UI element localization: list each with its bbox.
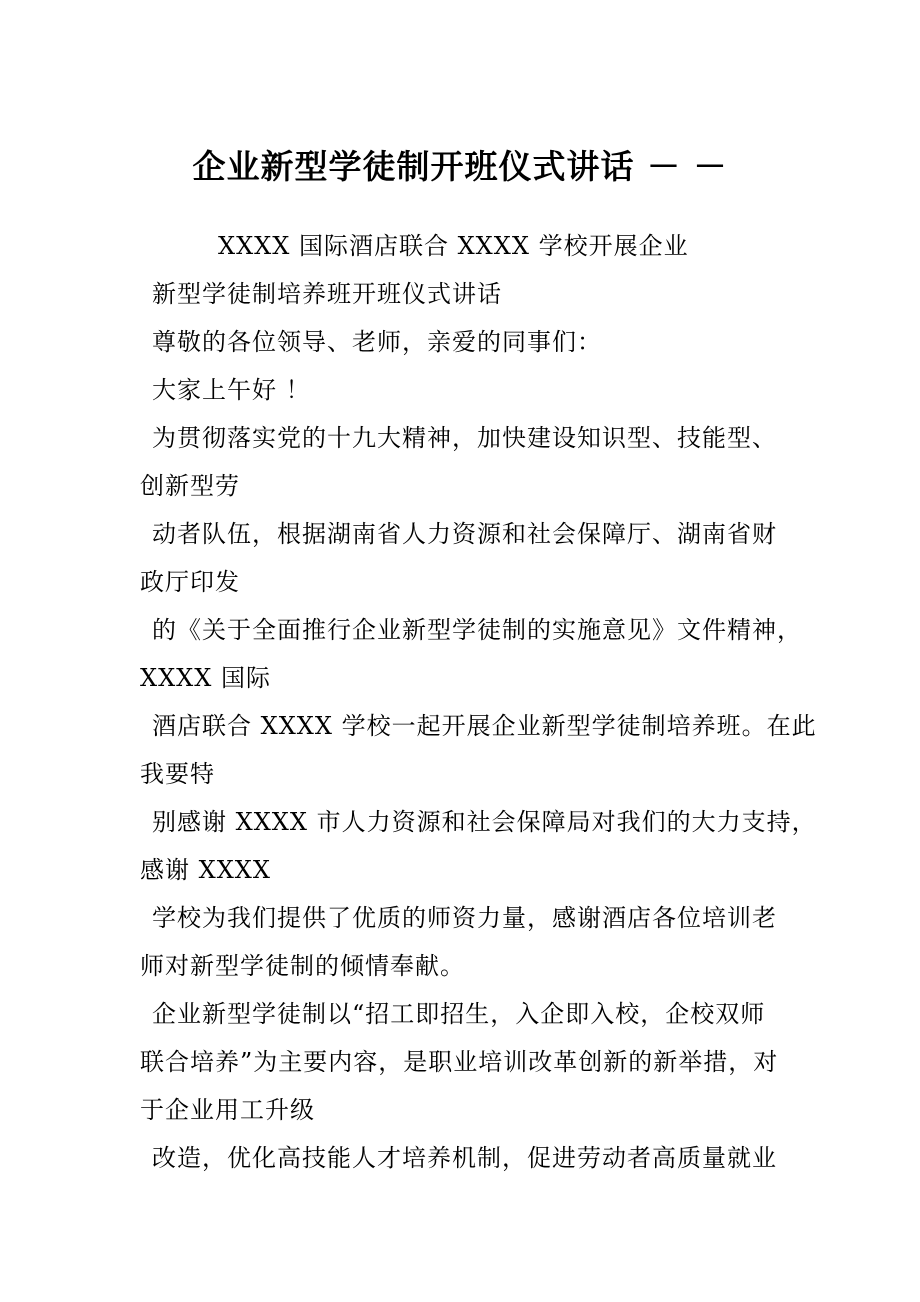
- document-body: [140, 222, 817, 1182]
- body-line: 为贯彻落实党的十九大精神，加快建设知识型、技能型、: [152, 424, 777, 452]
- body-line: 创新型劳: [140, 472, 240, 500]
- body-line: 于企业用工升级: [140, 1096, 315, 1124]
- body-line: 我要特: [140, 760, 215, 788]
- body-line: 师对新型学徒制的倾情奉献。: [140, 952, 465, 980]
- body-line: XXXX 国际: [140, 664, 271, 692]
- body-line: 酒店联合 XXXX 学校一起开展企业新型学徒制培养班。在此: [152, 712, 817, 740]
- body-line: 感谢 XXXX: [140, 856, 271, 884]
- body-line: 的《关于全面推行企业新型学徒制的实施意见》文件精神，: [152, 616, 802, 644]
- body-line: 政厅印发: [140, 568, 240, 596]
- body-line: 动者队伍，根据湖南省人力资源和社会保障厅、湖南省财: [152, 520, 777, 548]
- body-line: 别感谢 XXXX 市人力资源和社会保障局对我们的大力支持，: [152, 808, 817, 836]
- body-line: 改造，优化高技能人才培养机制，促进劳动者高质量就业: [152, 1144, 777, 1172]
- body-line: 学校为我们提供了优质的师资力量，感谢酒店各位培训老: [152, 904, 777, 932]
- body-line: 企业新型学徒制以“招工即招生，入企即入校，企校双师: [152, 1000, 766, 1028]
- body-line: 大家上午好 ！: [152, 376, 311, 404]
- body-line: 新型学徒制培养班开班仪式讲话: [152, 280, 502, 308]
- document-title: 企业新型学徒制开班仪式讲话 － －: [192, 147, 728, 186]
- body-line: 联合培养”为主要内容，是职业培训改革创新的新举措，对: [140, 1048, 779, 1076]
- body-line: XXXX 国际酒店联合 XXXX 学校开展企业: [218, 232, 689, 260]
- body-line: 尊敬的各位领导、老师，亲爱的同事们：: [152, 328, 602, 356]
